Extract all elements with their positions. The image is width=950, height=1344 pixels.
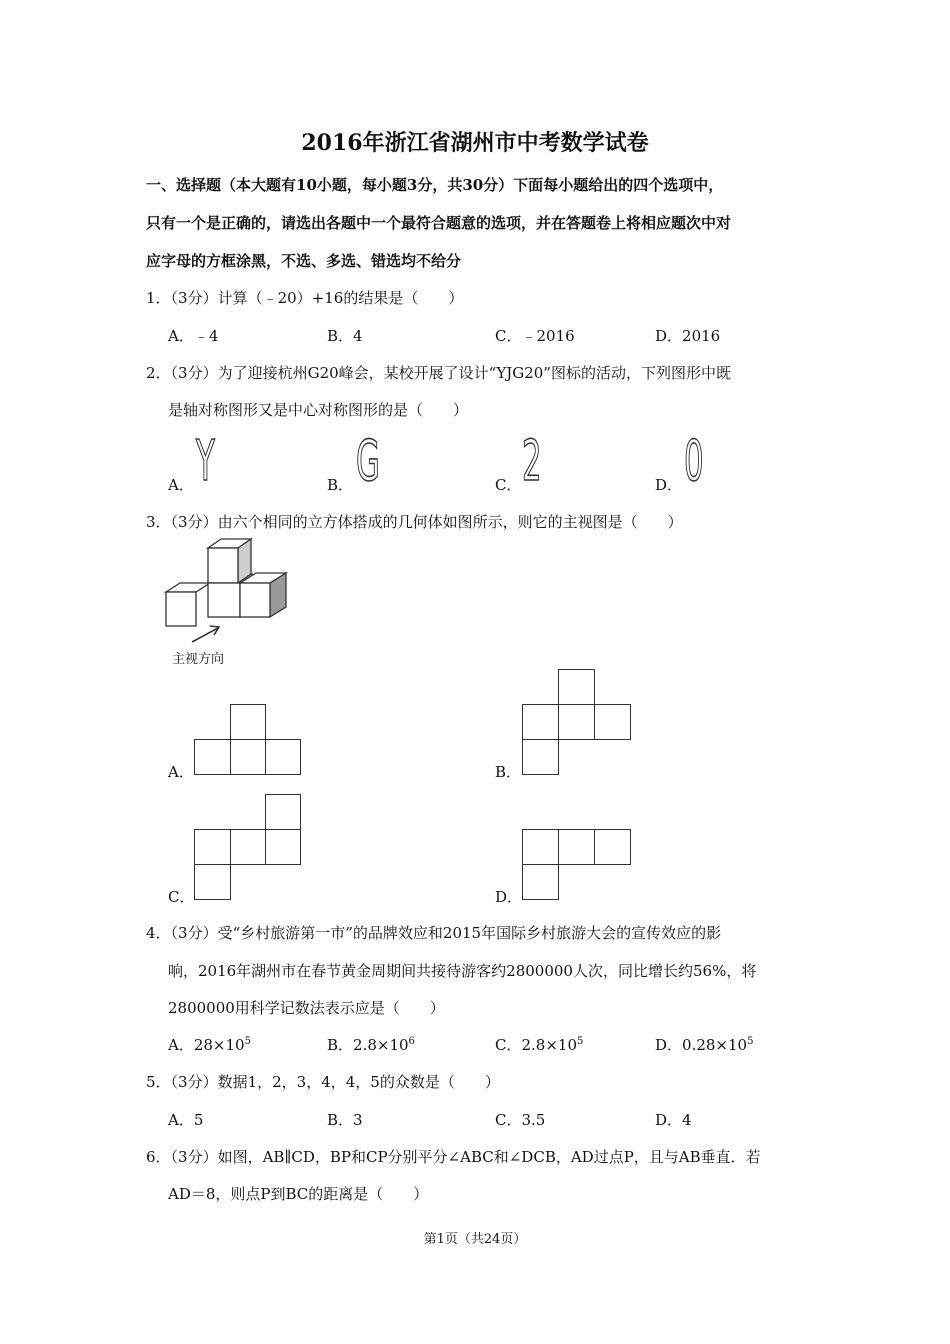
question-4-line-3: 2800000用科学记数法表示应是（ ）	[168, 999, 445, 1017]
g-glyph-figure: G	[356, 429, 380, 494]
q4-option-d: D．$0.28\times 10^5$	[655, 1036, 754, 1054]
section-instructions-line-2: 只有一个是正确的，请选出各题中一个最符合题意的选项，并在答题卷上将相应题次中对	[146, 214, 732, 232]
q1-option-a: A．﹣4	[168, 327, 219, 345]
2-glyph-figure: 2	[522, 429, 542, 494]
q2-label-d: D．	[655, 476, 683, 494]
q3-label-c: C．	[168, 888, 195, 906]
question-6-line-1: 6．（3分）如图，AB∥CD，BP和CP分别平分∠ABC和∠DCB，AD过点P，且与AB垂直．若	[146, 1148, 761, 1166]
q3-label-b: B．	[495, 763, 522, 781]
q3-label-d: D．	[495, 888, 523, 906]
question-4-line-2: 响，2016年湖州市在春节黄金周期间共接待游客约2800000人次，同比增长约56%，将	[168, 962, 757, 980]
q1-option-b: B．4	[327, 327, 363, 345]
question-2-line-1: 2．（3分）为了迎接杭州G20峰会，某校开展了设计“YJG20”图标的活动，下列图形中既	[146, 364, 731, 382]
q5-option-d: D．4	[655, 1111, 692, 1129]
question-6-line-2: AD＝8，则点P到BC的距离是（ ）	[168, 1185, 429, 1203]
page-title: 2016年浙江省湖州市中考数学试卷	[301, 130, 649, 156]
q4-option-c: C．$2.8\times 10^5$	[495, 1036, 584, 1054]
q2-label-b: B．	[327, 476, 354, 494]
question-1: 1．（3分）计算（﹣20）+16的结果是（ ）	[146, 289, 464, 307]
q5-option-c: C．3.5	[495, 1111, 546, 1129]
q1-option-c: C．﹣2016	[495, 327, 575, 345]
0-glyph-figure: 0	[684, 429, 704, 494]
q3-label-a: A．	[168, 763, 194, 781]
figure-caption: 主视方向	[172, 652, 225, 667]
section-instructions-line-3: 应字母的方框涂黑，不选、多选、错选均不给分	[146, 252, 462, 270]
q5-option-a: A．5	[168, 1111, 204, 1129]
q4-option-a: A．$28\times 10^5$	[168, 1036, 251, 1054]
q1-option-d: D．2016	[655, 327, 721, 345]
question-2-line-2: 是轴对称图形又是中心对称图形的是（ ）	[168, 401, 469, 419]
q2-label-c: C．	[495, 476, 522, 494]
question-3: 3．（3分）由六个相同的立方体搭成的几何体如图所示，则它的主视图是（ ）	[146, 513, 683, 531]
page-footer: 第1页（共24页）	[423, 1232, 527, 1247]
q4-option-b: B．$2.8\times 10^6$	[327, 1036, 415, 1054]
section-instructions-line-1: 一、选择题（本大题有10小题，每小题3分，共30分）下面每小题给出的四个选项中，	[146, 176, 724, 194]
question-5: 5．（3分）数据1，2，3，4，4，5的众数是（ ）	[146, 1073, 500, 1091]
y-glyph-figure: Y	[196, 429, 215, 494]
question-4-line-1: 4．（3分）受“乡村旅游第一市”的品牌效应和2015年国际乡村旅游大会的宣传效应的影	[146, 924, 722, 942]
q5-option-b: B．3	[327, 1111, 363, 1129]
q2-label-a: A．	[168, 476, 194, 494]
